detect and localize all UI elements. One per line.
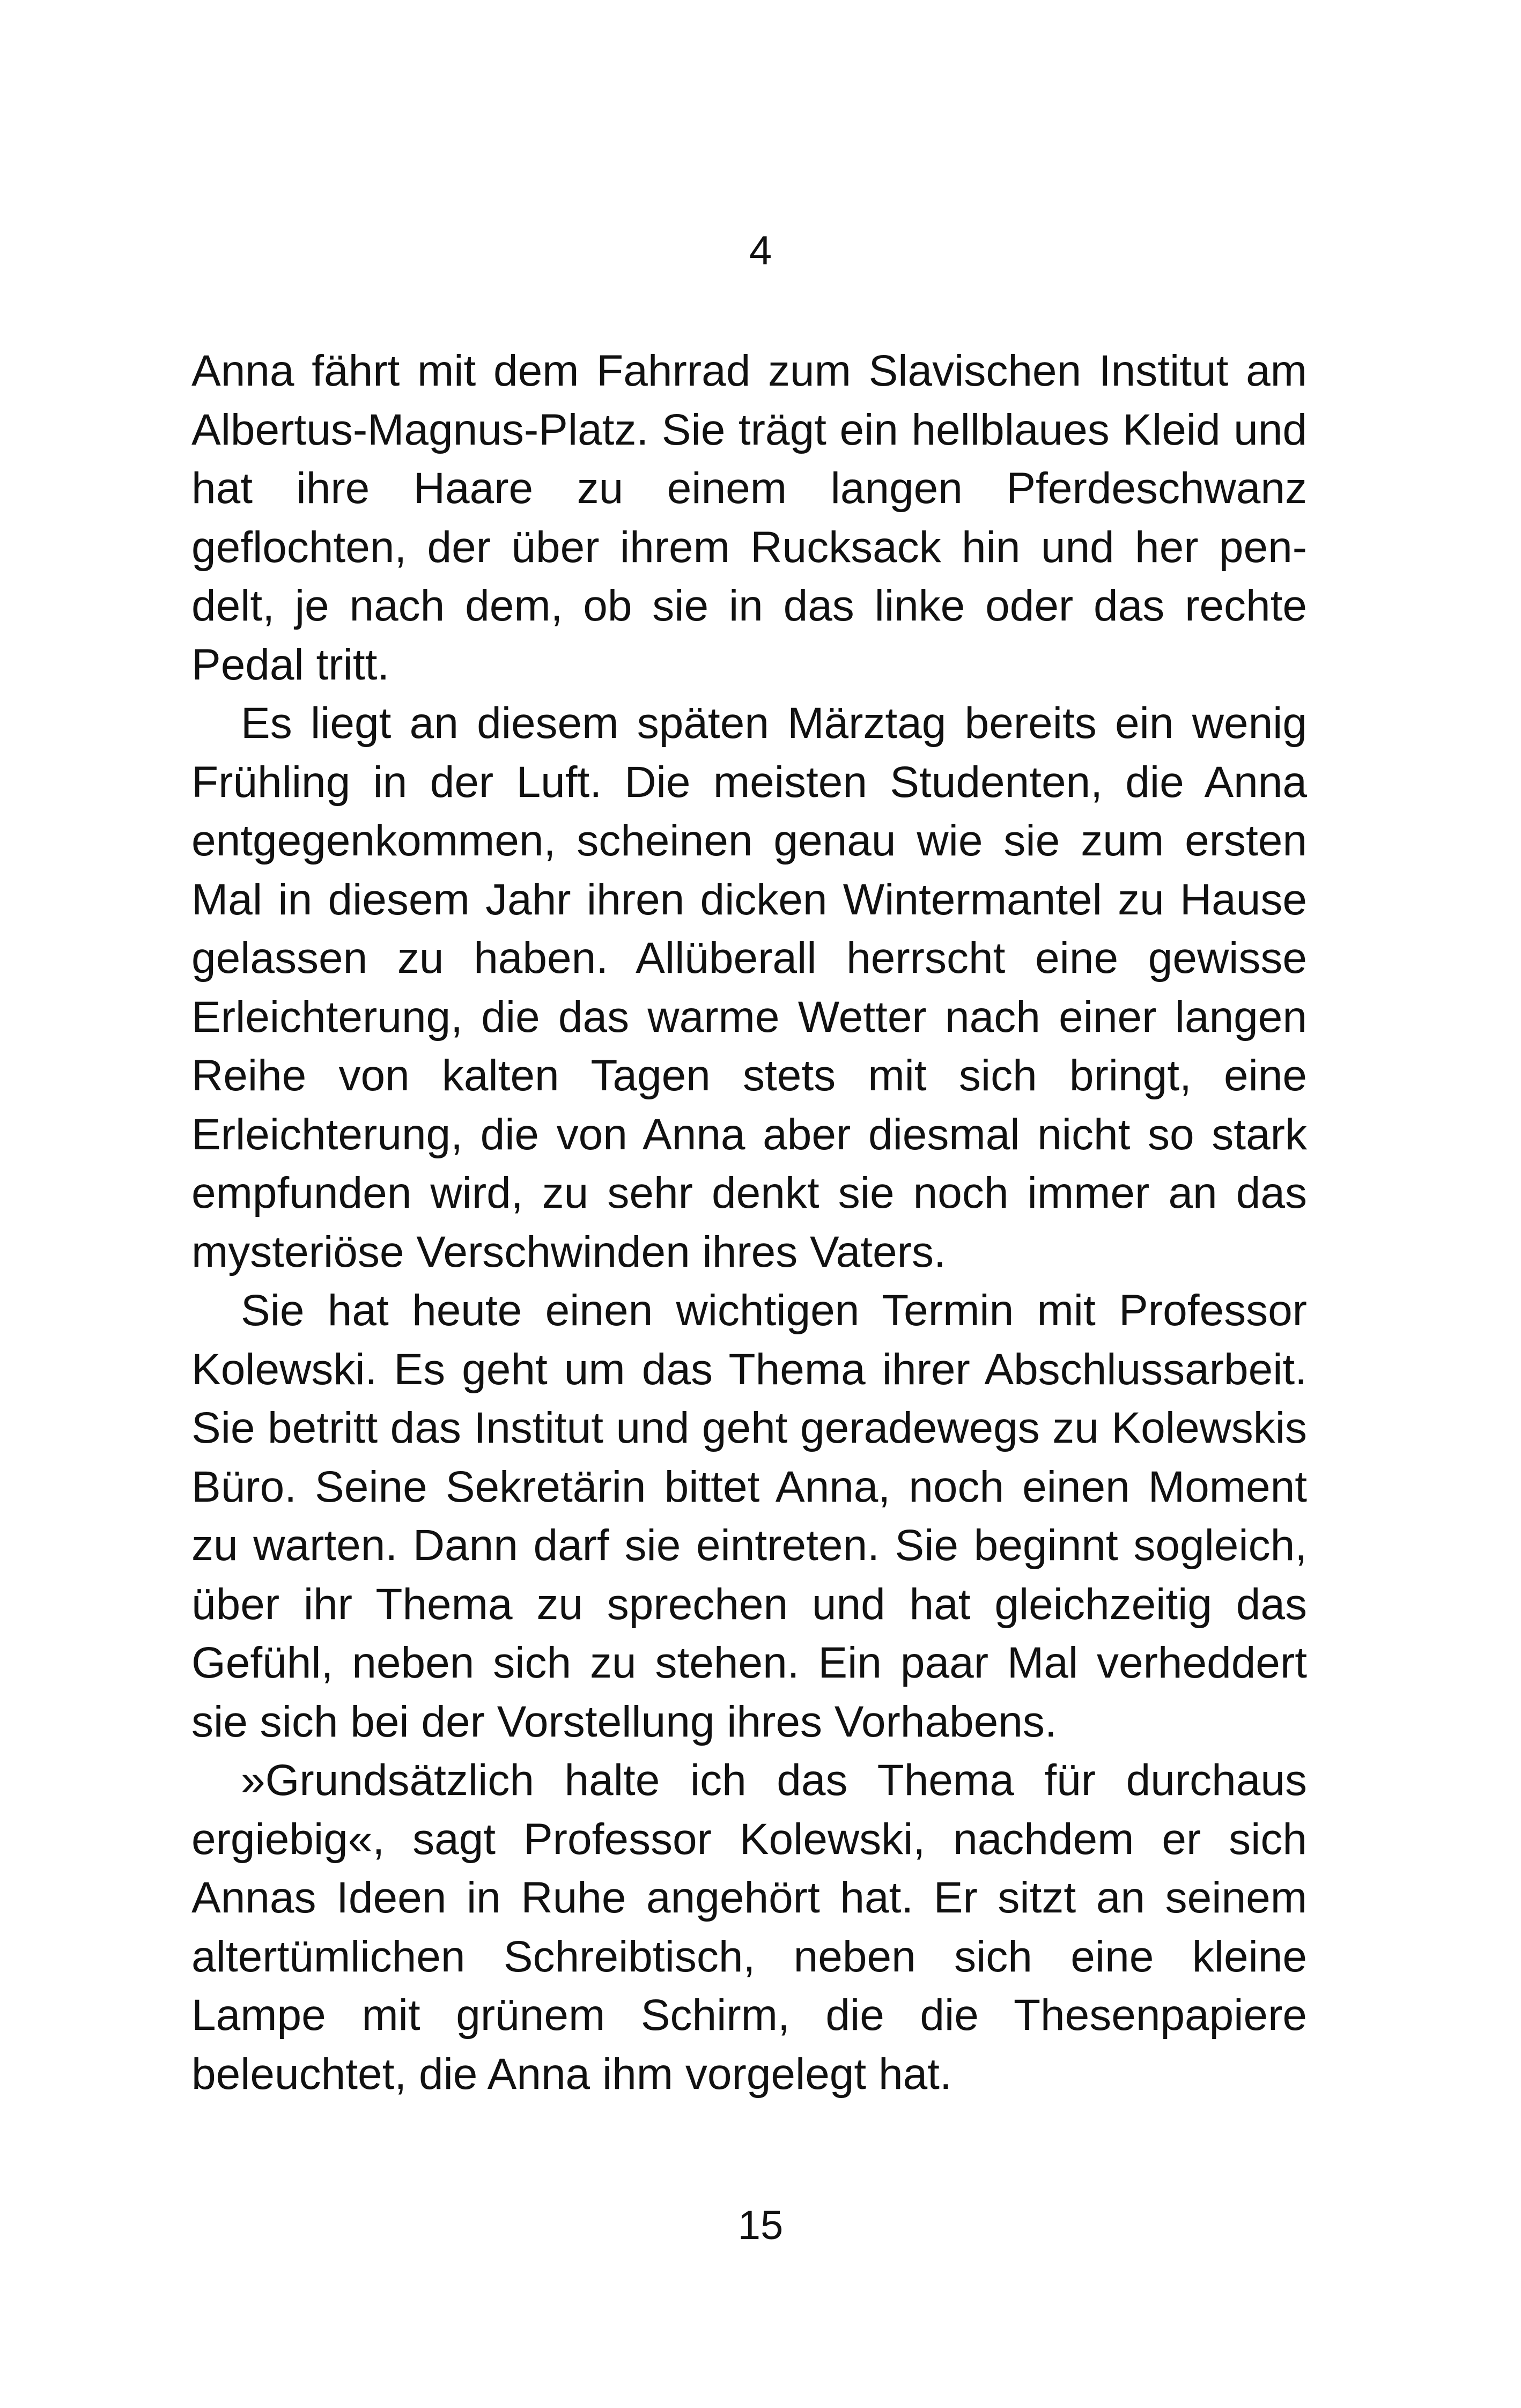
paragraph-2: Es liegt an diesem späten Märztag bereits ein wenig Frühling in der Luft. Die meisten Studenten, die Anna entgegenkommen, scheinen genau wie sie zum ersten Mal in diesem Jahr ihren dicken Wintermantel zu Hause gelassen zu haben. Allüberall herrscht eine gewisse Erleichterung, die das warme Wetter nach einer langen Reihe von kalten Tagen stets mit sich bringt, eine Erleichterung, die von Anna aber diesmal nicht so stark empfunden wird, zu sehr denkt sie noch immer an das mysteriöse Verschwinden ihres Vaters. [191, 699, 1307, 1276]
paragraph-1: Anna fährt mit dem Fahrrad zum Slavischen Institut am Albertus-Magnus-Platz. Sie trägt ein hellblaues Kleid und hat ihre Haare zu einem langen Pferdeschwanz geflochten, der über ihrem Rucksack hin und her pendelt, je nach dem, ob sie in das linke oder das rechte Pedal tritt. [191, 346, 1307, 689]
chapter-number: 4 [749, 228, 772, 274]
paragraph-3: Sie hat heute einen wichtigen Termin mit Professor Kolewski. Es geht um das Thema ihrer Abschlussarbeit. Sie betritt das Institut und geht geradewegs zu Kolewskis Büro. Seine Sekretärin bittet Anna, noch einen Moment zu warten. Dann darf sie eintreten. Sie beginnt sogleich, über ihr Thema zu sprechen und hat gleichzeitig das Gefühl, neben sich zu stehen. Ein paar Mal verheddert sie sich bei der Vorstellung ihres Vorhabens. [191, 1286, 1307, 1746]
body-text [191, 342, 1307, 2103]
paragraph-4: »Grundsätzlich halte ich das Thema für durchaus ergiebig«, sagt Professor Kolewski, nachdem er sich Annas Ideen in Ruhe angehört hat. Er sitzt an seinem altertümlichen Schreibtisch, neben sich eine kleine Lampe mit grünem Schirm, die die Thesenpapiere beleuchtet, die Anna ihm vorgelegt hat. [191, 1756, 1307, 2099]
page-number: 15 [737, 2203, 784, 2248]
